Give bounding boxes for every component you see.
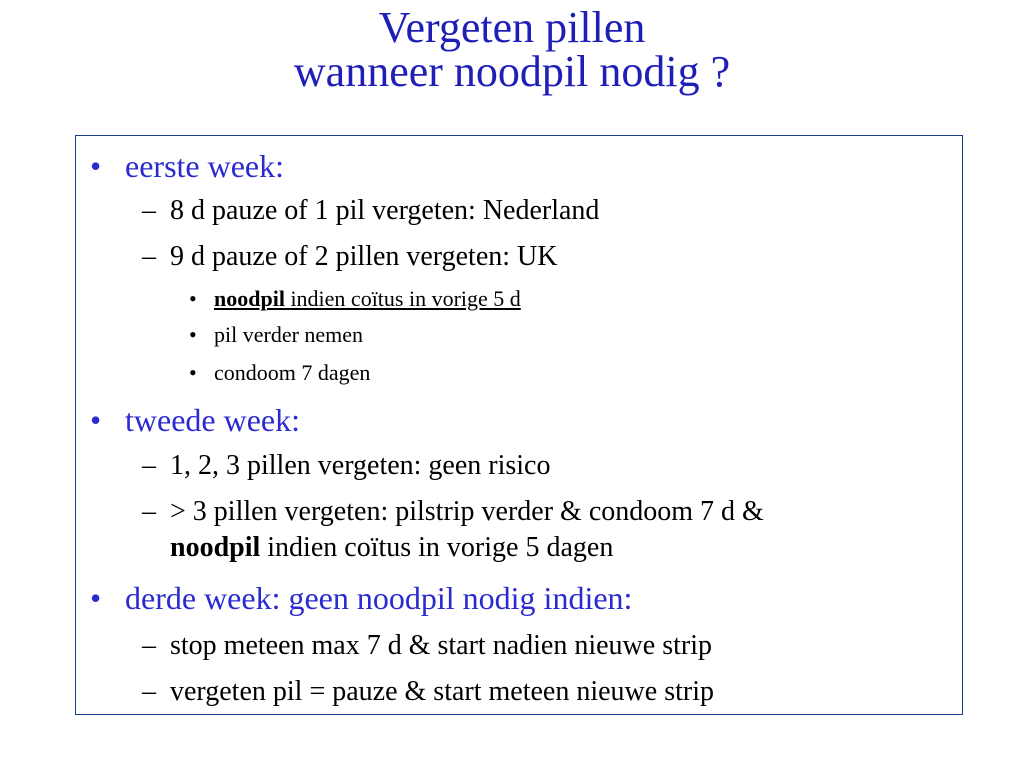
bullet-label: eerste week: bbox=[125, 148, 285, 184]
dash-marker: – bbox=[142, 496, 156, 527]
title-line-2: wanneer noodpil nodig ? bbox=[293, 47, 731, 96]
bullet-marker: • bbox=[189, 286, 197, 311]
sub-item-text: 1, 2, 3 pillen vergeten: geen risico bbox=[170, 450, 551, 481]
slide-title bbox=[0, 3, 1024, 96]
sub-item-text: 9 d pauze of 2 pillen vergeten: UK bbox=[170, 241, 558, 272]
bold-term: noodpil bbox=[170, 532, 261, 563]
content-box bbox=[75, 135, 963, 715]
dash-marker: – bbox=[142, 241, 156, 272]
sub-sub-item-text bbox=[214, 286, 521, 312]
sub-item-rest: indien coïtus in vorige 5 dagen bbox=[260, 532, 614, 563]
sub-item-text: stop meteen max 7 d & start nadien nieuwe strip bbox=[170, 630, 712, 661]
bullet-marker: • bbox=[90, 148, 102, 184]
sub-item-text: vergeten pil = pauze & start meteen nieuwe strip bbox=[170, 676, 714, 707]
bullet-marker: • bbox=[189, 322, 197, 347]
sub-sub-item-text: pil verder nemen bbox=[214, 322, 364, 347]
bullet-label: derde week: geen noodpil nodig indien: bbox=[125, 580, 633, 616]
sub-sub-item-rest: indien coïtus in vorige 5 d bbox=[284, 286, 521, 311]
sub-item-text: > 3 pillen vergeten: pilstrip verder & condoom 7 d & bbox=[170, 496, 764, 527]
bold-term: noodpil bbox=[214, 286, 285, 311]
bullet-marker: • bbox=[90, 580, 102, 616]
bullet-marker: • bbox=[189, 360, 197, 385]
dash-marker: – bbox=[142, 630, 156, 661]
bullet-marker: • bbox=[90, 402, 102, 438]
sub-item-text bbox=[170, 532, 613, 564]
dash-marker: – bbox=[142, 195, 156, 226]
dash-marker: – bbox=[142, 450, 156, 481]
sub-sub-item-text: condoom 7 dagen bbox=[214, 360, 371, 385]
bullet-label: tweede week: bbox=[125, 402, 301, 438]
dash-marker: – bbox=[142, 676, 156, 707]
sub-item-text: 8 d pauze of 1 pil vergeten: Nederland bbox=[170, 195, 600, 226]
title-line-1: Vergeten pillen bbox=[378, 3, 646, 52]
